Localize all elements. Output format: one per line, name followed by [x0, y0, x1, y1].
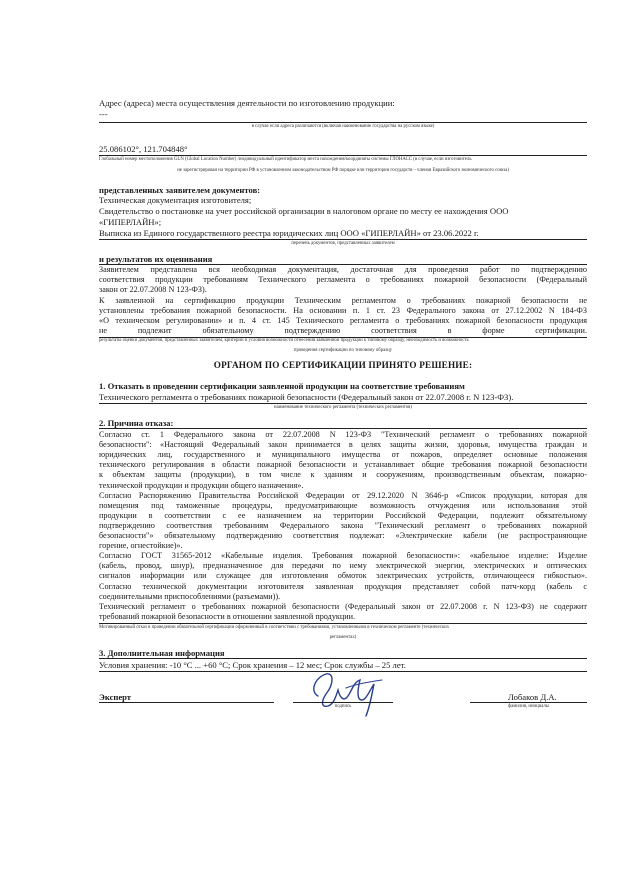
documents-label: представленных заявителем документов: — [99, 185, 261, 195]
documents-underline — [99, 239, 587, 240]
reason-line: продукции в соответствии с ее назначением на территории Российской Федерации, подлежит обязательному — [99, 510, 587, 520]
documents-note: перечень документов, представленных заявителем — [291, 241, 395, 246]
decision-heading: ОРГАНОМ ПО СЕРТИФИКАЦИИ ПРИНЯТО РЕШЕНИЕ: — [213, 360, 473, 370]
expert-signature — [300, 660, 390, 722]
reason-line: (кабель, провод, шнур), предназначенное для передачи по нему электрической энергии, электрических и оптических — [99, 561, 587, 571]
evaluation-line-5: установлены требования пожарной безопасности. На основании п. 1 ст. 23 Федерального закона от 27.12.2002 N 184-ФЗ — [99, 306, 587, 315]
expert-role: Эксперт — [99, 692, 132, 702]
documents-line-1: Техническая документация изготовителя; — [99, 195, 252, 205]
gln-value: 25.086102°, 121.704848° — [99, 144, 188, 154]
evaluation-line-3: закон от 22.07.2008 N 123-ФЗ). — [99, 285, 207, 294]
evaluation-line-7: не подлежит обязательному подтверждению соответствия в форме сертификации. — [99, 326, 587, 335]
reason-line: к объектам защиты (продукции), в том числе к зданиям и сооружениям, производственным объектам, пожарно- — [99, 470, 587, 480]
reason-line: Технический регламент о требованиях пожарной безопасности (Федеральный закон от 22.07.2008 г. N 123-ФЗ) не содержит — [99, 601, 587, 611]
reason-line: безопасности": «Настоящий Федеральный закон принимается в целях защиты жизни, здоровья, имущества граждан и — [99, 440, 587, 450]
section1-line: Технического регламента о требованиях пожарной безопасности (Федеральный закон от 22.07.2008 г. N 123-ФЗ). — [99, 392, 514, 402]
reason-line: соединительными приспособлениями (разъемами)). — [99, 591, 281, 601]
reason-line: помещения под таможенные процедуры, предусматривающие возможность отчуждения или использования этой — [99, 500, 587, 510]
evaluation-line-2: соответствия продукции требованиям Технического регламента о требованиях пожарной безопасности (Федеральный — [99, 275, 587, 284]
reason-line: требований пожарной безопасности в отношении заявленной продукции. — [99, 611, 356, 621]
reason-line: технической продукции и продукции общего назначения». — [99, 480, 304, 490]
reason-line: безопасности"» обязательному подтверждению соответствия подлежат: «Электрические кабели (не распространяющие — [99, 531, 587, 540]
evaluation-line-1: Заявителем представлена вся необходимая документация, достаточная для проведения работ по подтверждению — [99, 265, 587, 274]
name-line — [470, 702, 587, 703]
evaluation-note-1: результаты оценки документов, представленных заявителем, критерии и условия возможности отнесения заявленной продукции к типовому образцу, необходимость и возможность — [99, 338, 469, 343]
reason-line: Согласно ГОСТ 31565-2012 «Кабельные изделия. Требования пожарной безопасности»: «кабельное изделие: Изделие — [99, 551, 587, 561]
section3-line: Условия хранения: -10 °C ... +60 °C; Срок хранения – 12 мес; Срок службы – 25 лет. — [99, 660, 406, 670]
signature-caption: подпись — [334, 704, 352, 709]
section1-note: наименование технического регламента (технических регламентов) — [274, 405, 412, 410]
address-label: Адрес (адреса) места осуществления деятельности по изготовлению продукции: — [99, 98, 395, 108]
gln-underline — [99, 155, 587, 156]
address-underline — [99, 122, 587, 123]
section2-note-2: регламентах) — [329, 635, 357, 640]
expert-name: Лобаков Д.А. — [508, 692, 557, 702]
reason-line: горение, огнестойкие)». — [99, 541, 183, 551]
section2-title: 2. Причина отказа: — [99, 418, 174, 428]
documents-line-2: Свидетельство о постановке на учет российской организации в налоговом органе по месту ее нахождения ООО — [99, 206, 509, 216]
reason-line: Согласно ст. 1 Федерального закона от 22.07.2008 N 123-ФЗ "Технический регламент о требованиях пожарной — [99, 430, 587, 439]
reason-line: Согласно Распоряжению Правительства Российской Федерации от 29.12.2020 N 3646-р «Список продукции, которая для — [99, 490, 587, 500]
address-value: --- — [99, 109, 108, 119]
evaluation-note-2: проведения сертификации по типовому образцу — [293, 348, 393, 353]
section2-note-1: Мотивированный отказ в проведении обязательной сертификации оформленный в соответствии с требованиями, установленными в техническом регламенте (технических — [99, 625, 450, 630]
reason-line: технического регулирования в области пожарной безопасности и устанавливает общие требования пожарной безопасности — [99, 460, 587, 470]
evaluation-line-6: «О техническом регулировании» и п. 4 ст. 145 Технического регламента о требованиях пожарной безопасности продукция — [99, 316, 587, 325]
evaluation-line-4: К заявленной на сертификацию продукции Техническим регламентом о требованиях пожарной безопасности не — [99, 296, 587, 305]
documents-line-4: Выписка из Единого государственного реестра юридических лиц ООО «ГИПЕРЛАЙН» от 23.06.2022 г. — [99, 228, 479, 238]
reason-line: юридических лиц, государственного и муниципального имущества от пожаров, определяет основные положения — [99, 450, 587, 460]
section1-underline — [99, 403, 587, 404]
section2-underline — [99, 623, 587, 624]
section3-top-line — [99, 658, 587, 659]
reason-line: Согласно технической документации изготовителя заявленная продукция представляет собой патч-корд (кабель с — [99, 581, 587, 591]
name-caption: фамилия, инициалы — [507, 704, 550, 709]
reason-line: сигналов информации или служащее для изготовления обмоток электрических устройств, отличающееся гибкостью». — [99, 571, 587, 581]
evaluation-label: и результатов их оценивания — [99, 254, 213, 264]
gln-note-1: Глобальный номер местоположения GLN (Global Location Number) /индивидуальный идентификатор места нахождения/координаты системы ГЛОНАСС (в случае, если изготовитель — [99, 157, 472, 162]
section2-top-line — [99, 428, 587, 429]
gln-note-2: не зарегистрирован на территории РФ в установленном законодательством РФ порядке или территории государств – членов Евразийского экономического союза) — [177, 168, 509, 173]
reason-line: подтверждению соответствия требованиям Федерального закона "Технический регламент о требованиях пожарной — [99, 520, 587, 530]
address-note: в случае если адреса различаются (включая наименование государства на русском языке) — [251, 124, 435, 129]
section3-title: 3. Дополнительная информация — [99, 648, 225, 658]
documents-line-3: «ГИПЕРЛАЙН»; — [99, 217, 162, 227]
expert-role-line — [99, 702, 274, 703]
section1-title: 1. Отказать в проведении сертификации заявленной продукции на соответствие требованиям — [99, 381, 465, 391]
signature-line — [293, 702, 393, 703]
